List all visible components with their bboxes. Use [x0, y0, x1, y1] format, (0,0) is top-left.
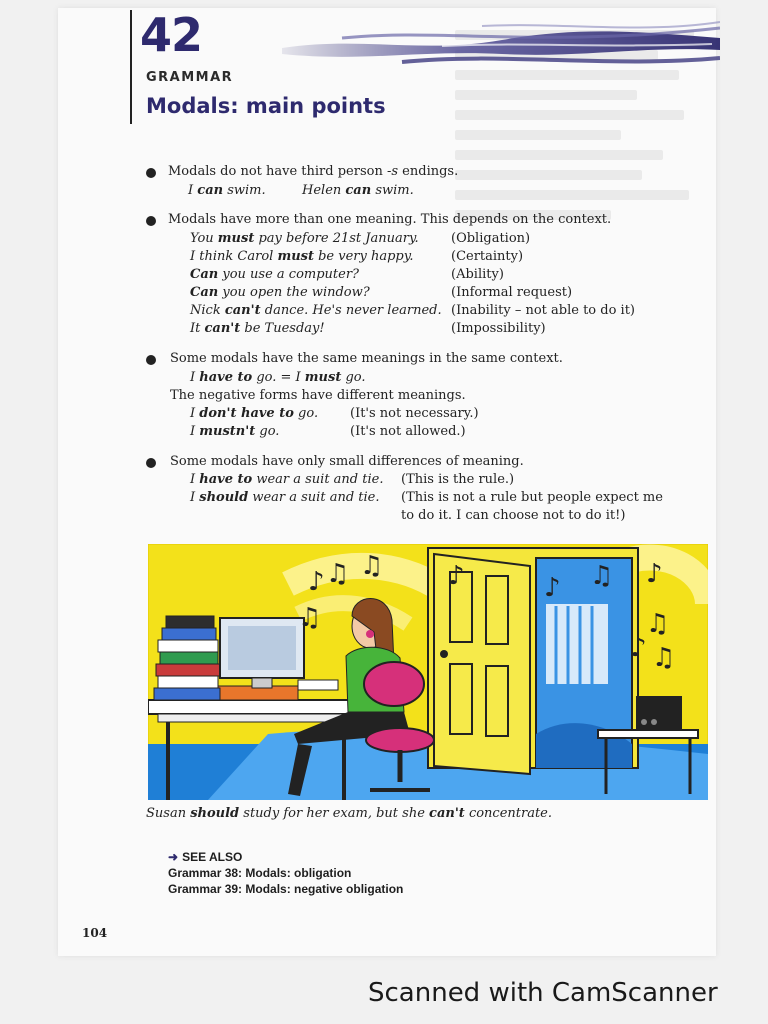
meaning-label: (Informal request) [451, 285, 573, 300]
svg-text:♫: ♫ [646, 609, 670, 639]
example-line: It can't be Tuesday! [190, 321, 325, 336]
bullet-icon [146, 355, 156, 365]
example-line: Can you use a computer? [190, 267, 360, 282]
svg-text:♫: ♫ [590, 561, 614, 591]
brush-stroke-decoration [282, 18, 720, 76]
meaning-label: (Certainty) [451, 249, 524, 264]
bullet-icon [146, 216, 156, 226]
example-line: Nick can't dance. He's never learned. [190, 303, 442, 318]
example-line: I should wear a suit and tie. [190, 490, 380, 505]
section-label: GRAMMAR [146, 70, 234, 85]
example-line: I mustn't go. [190, 424, 280, 439]
unit-number: 42 [140, 8, 203, 62]
arrow-right-icon: ➜ [168, 850, 179, 864]
meaning-label: (It's not necessary.) [350, 406, 479, 421]
meaning-label: (Impossibility) [451, 321, 546, 336]
meaning-label: (Inability – not able to do it) [451, 303, 635, 318]
example-line: I can swim. [188, 183, 266, 198]
example-line: Helen can swim. [302, 183, 414, 198]
unit-title: Modals: main points [146, 94, 386, 118]
point-4-text: Some modals have only small differences of meaning. [170, 454, 524, 469]
bullet-icon [146, 458, 156, 468]
scanner-watermark: Scanned with CamScanner [368, 978, 718, 1008]
example-line: I don't have to go. [190, 406, 319, 421]
svg-text:♫: ♫ [652, 643, 676, 673]
svg-text:♫: ♫ [298, 603, 322, 633]
cross-reference-link[interactable]: Grammar 38: Modals: obligation [168, 866, 352, 880]
header-rule [130, 10, 132, 124]
svg-text:♫: ♫ [360, 551, 384, 581]
example-line: You must pay before 21st January. [190, 231, 419, 246]
svg-text:♪: ♪ [448, 561, 465, 591]
svg-text:♪: ♪ [646, 559, 663, 589]
study-room-illustration [148, 544, 708, 800]
example-line: I have to wear a suit and tie. [190, 472, 384, 487]
svg-text:♪: ♪ [308, 567, 325, 597]
cross-reference-link[interactable]: Grammar 39: Modals: negative obligation [168, 882, 404, 896]
example-line: I think Carol must be very happy. [190, 249, 414, 264]
bullet-icon [146, 168, 156, 178]
meaning-label: (This is the rule.) [401, 472, 515, 487]
point-3-subtext: The negative forms have different meanings. [170, 388, 466, 403]
point-2-text: Modals have more than one meaning. This depends on the context. [168, 212, 612, 227]
meaning-label-continued: to do it. I can choose not to do it!) [401, 508, 626, 523]
example-line: Can you open the window? [190, 285, 370, 300]
point-3-text: Some modals have the same meanings in the same context. [170, 351, 563, 366]
see-also-heading: ➜ SEE ALSO [168, 850, 243, 864]
meaning-label: (This is not a rule but people expect me [401, 490, 663, 505]
page-number: 104 [82, 926, 108, 940]
equation-line: I have to go. = I must go. [190, 370, 366, 385]
meaning-label: (It's not allowed.) [350, 424, 466, 439]
svg-text:♪: ♪ [544, 573, 561, 603]
svg-text:♪: ♪ [630, 633, 647, 663]
meaning-label: (Ability) [451, 267, 504, 282]
svg-text:♫: ♫ [326, 559, 350, 589]
meaning-label: (Obligation) [451, 231, 531, 246]
point-1-text: Modals do not have third person -s endings. [168, 164, 459, 179]
illustration-caption: Susan should study for her exam, but she can't concentrate. [146, 806, 553, 821]
